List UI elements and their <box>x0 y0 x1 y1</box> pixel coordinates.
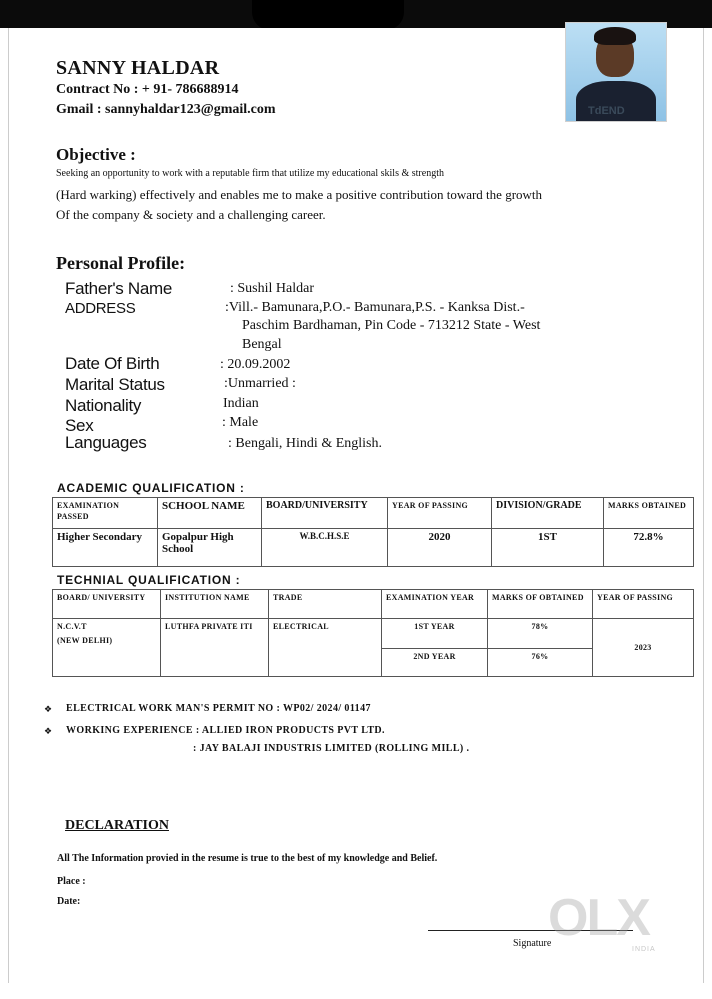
olx-watermark-subtext: INDIA <box>632 946 656 953</box>
cell-marks-1: 78% <box>488 619 593 649</box>
nationality-value: Indian <box>223 396 259 411</box>
technical-table <box>52 589 694 677</box>
academic-qualification-heading: ACADEMIC QUALIFICATION : <box>57 481 245 495</box>
signature-label: Signature <box>513 938 552 949</box>
cell-exam-year-1: 1ST YEAR <box>382 619 488 649</box>
languages-label: Languages <box>65 433 147 452</box>
bullet-diamond-icon: ❖ <box>44 704 53 714</box>
declaration-text: All The Information provied in the resume is true to the best of my knowledge and Belief. <box>57 853 438 864</box>
place-label: Place : <box>57 876 86 887</box>
cell-marks: 72.8% <box>604 529 694 567</box>
header-institution: INSTITUTION NAME <box>161 590 269 619</box>
cell-institution: LUTHFA PRIVATE ITI <box>161 619 269 677</box>
objective-line-2: (Hard warking) effectively and enables me to make a positive contribution toward the growth <box>56 187 543 202</box>
objective-heading: Objective : <box>56 145 136 164</box>
cell-examination: Higher Secondary <box>53 529 158 567</box>
header-marks-obtained: MARKS OBTAINED <box>604 498 694 529</box>
fathers-name-label: Father's Name <box>65 279 173 298</box>
photo-shirt-text: TdEND <box>588 105 625 117</box>
header-examination-passed: EXAMINATION PASSED <box>53 498 158 529</box>
header-tech-year-of-passing: YEAR OF PASSING <box>593 590 694 619</box>
marital-status-value: :Unmarried : <box>224 376 296 391</box>
header-board-university: BOARD/UNIVERSITY <box>262 498 388 529</box>
header-trade: TRADE <box>269 590 382 619</box>
board-location: (NEW DELHI) <box>57 636 113 645</box>
address-label: ADDRESS <box>65 300 136 317</box>
permit-number: ELECTRICAL WORK MAN'S PERMIT NO : WP02/ 2024/ 01147 <box>66 703 371 714</box>
board-name: N.C.V.T <box>57 622 87 631</box>
languages-value: : Bengali, Hindi & English. <box>228 436 382 451</box>
cell-year: 2020 <box>388 529 492 567</box>
working-experience-2: : JAY BALAJI INDUSTRIS LIMITED (ROLLING MILL) . <box>193 743 470 754</box>
sex-label: Sex <box>65 416 94 435</box>
academic-data-row <box>53 529 694 567</box>
cell-school: Gopalpur High School <box>158 529 262 567</box>
cell-trade: ELECTRICAL <box>269 619 382 677</box>
technical-header-row <box>53 590 694 619</box>
cell-exam-year-2: 2ND YEAR <box>382 649 488 677</box>
cell-board: W.B.C.H.S.E <box>262 529 388 567</box>
technical-row-1 <box>53 619 694 649</box>
camera-notch <box>252 0 404 30</box>
header-school-name: SCHOOL NAME <box>158 498 262 529</box>
header-year-of-passing: YEAR OF PASSING <box>388 498 492 529</box>
address-line-3: Bengal <box>242 337 282 352</box>
cell-marks-2: 76% <box>488 649 593 677</box>
header-marks-obtained-tech: MARKS OF OBTAINED <box>488 590 593 619</box>
declaration-heading: DECLARATION <box>65 818 169 833</box>
bullet-diamond-icon: ❖ <box>44 726 53 736</box>
contact-number: Contract No : + 91- 786688914 <box>56 82 239 97</box>
marital-status-label: Marital Status <box>65 375 165 394</box>
fathers-name-value: : Sushil Haldar <box>230 281 314 296</box>
sex-value: : Male <box>222 415 259 430</box>
address-line-2: Paschim Bardhaman, Pin Code - 713212 State - West <box>242 318 541 333</box>
dob-label: Date Of Birth <box>65 354 160 373</box>
cell-grade: 1ST <box>492 529 604 567</box>
working-experience: WORKING EXPERIENCE : ALLIED IRON PRODUCTS PVT LTD. <box>66 725 385 736</box>
nationality-label: Nationality <box>65 396 142 415</box>
profile-photo <box>565 22 667 122</box>
personal-profile-heading: Personal Profile: <box>56 253 186 273</box>
address-line-1: :Vill.- Bamunara,P.O.- Bamunara,P.S. - Kanksa Dist.- <box>225 300 525 315</box>
academic-table <box>52 497 694 567</box>
header-board: BOARD/ UNIVERSITY <box>53 590 161 619</box>
objective-line-1: Seeking an opportunity to work with a reputable firm that utilize my educational skils & strength <box>56 168 444 179</box>
technical-qualification-heading: TECHNIAL QUALIFICATION : <box>57 573 241 587</box>
date-label: Date: <box>57 896 81 907</box>
candidate-name: SANNY HALDAR <box>56 57 220 79</box>
cell-board-tech <box>53 619 161 677</box>
header-exam-year: EXAMINATION YEAR <box>382 590 488 619</box>
objective-line-3: Of the company & society and a challenging career. <box>56 207 326 222</box>
gmail-address: Gmail : sannyhaldar123@gmail.com <box>56 102 276 117</box>
cell-passing-year: 2023 <box>593 619 694 677</box>
dob-value: : 20.09.2002 <box>220 357 291 372</box>
header-division-grade: DIVISION/GRADE <box>492 498 604 529</box>
olx-watermark-logo: OLX <box>548 889 649 947</box>
academic-header-row <box>53 498 694 529</box>
